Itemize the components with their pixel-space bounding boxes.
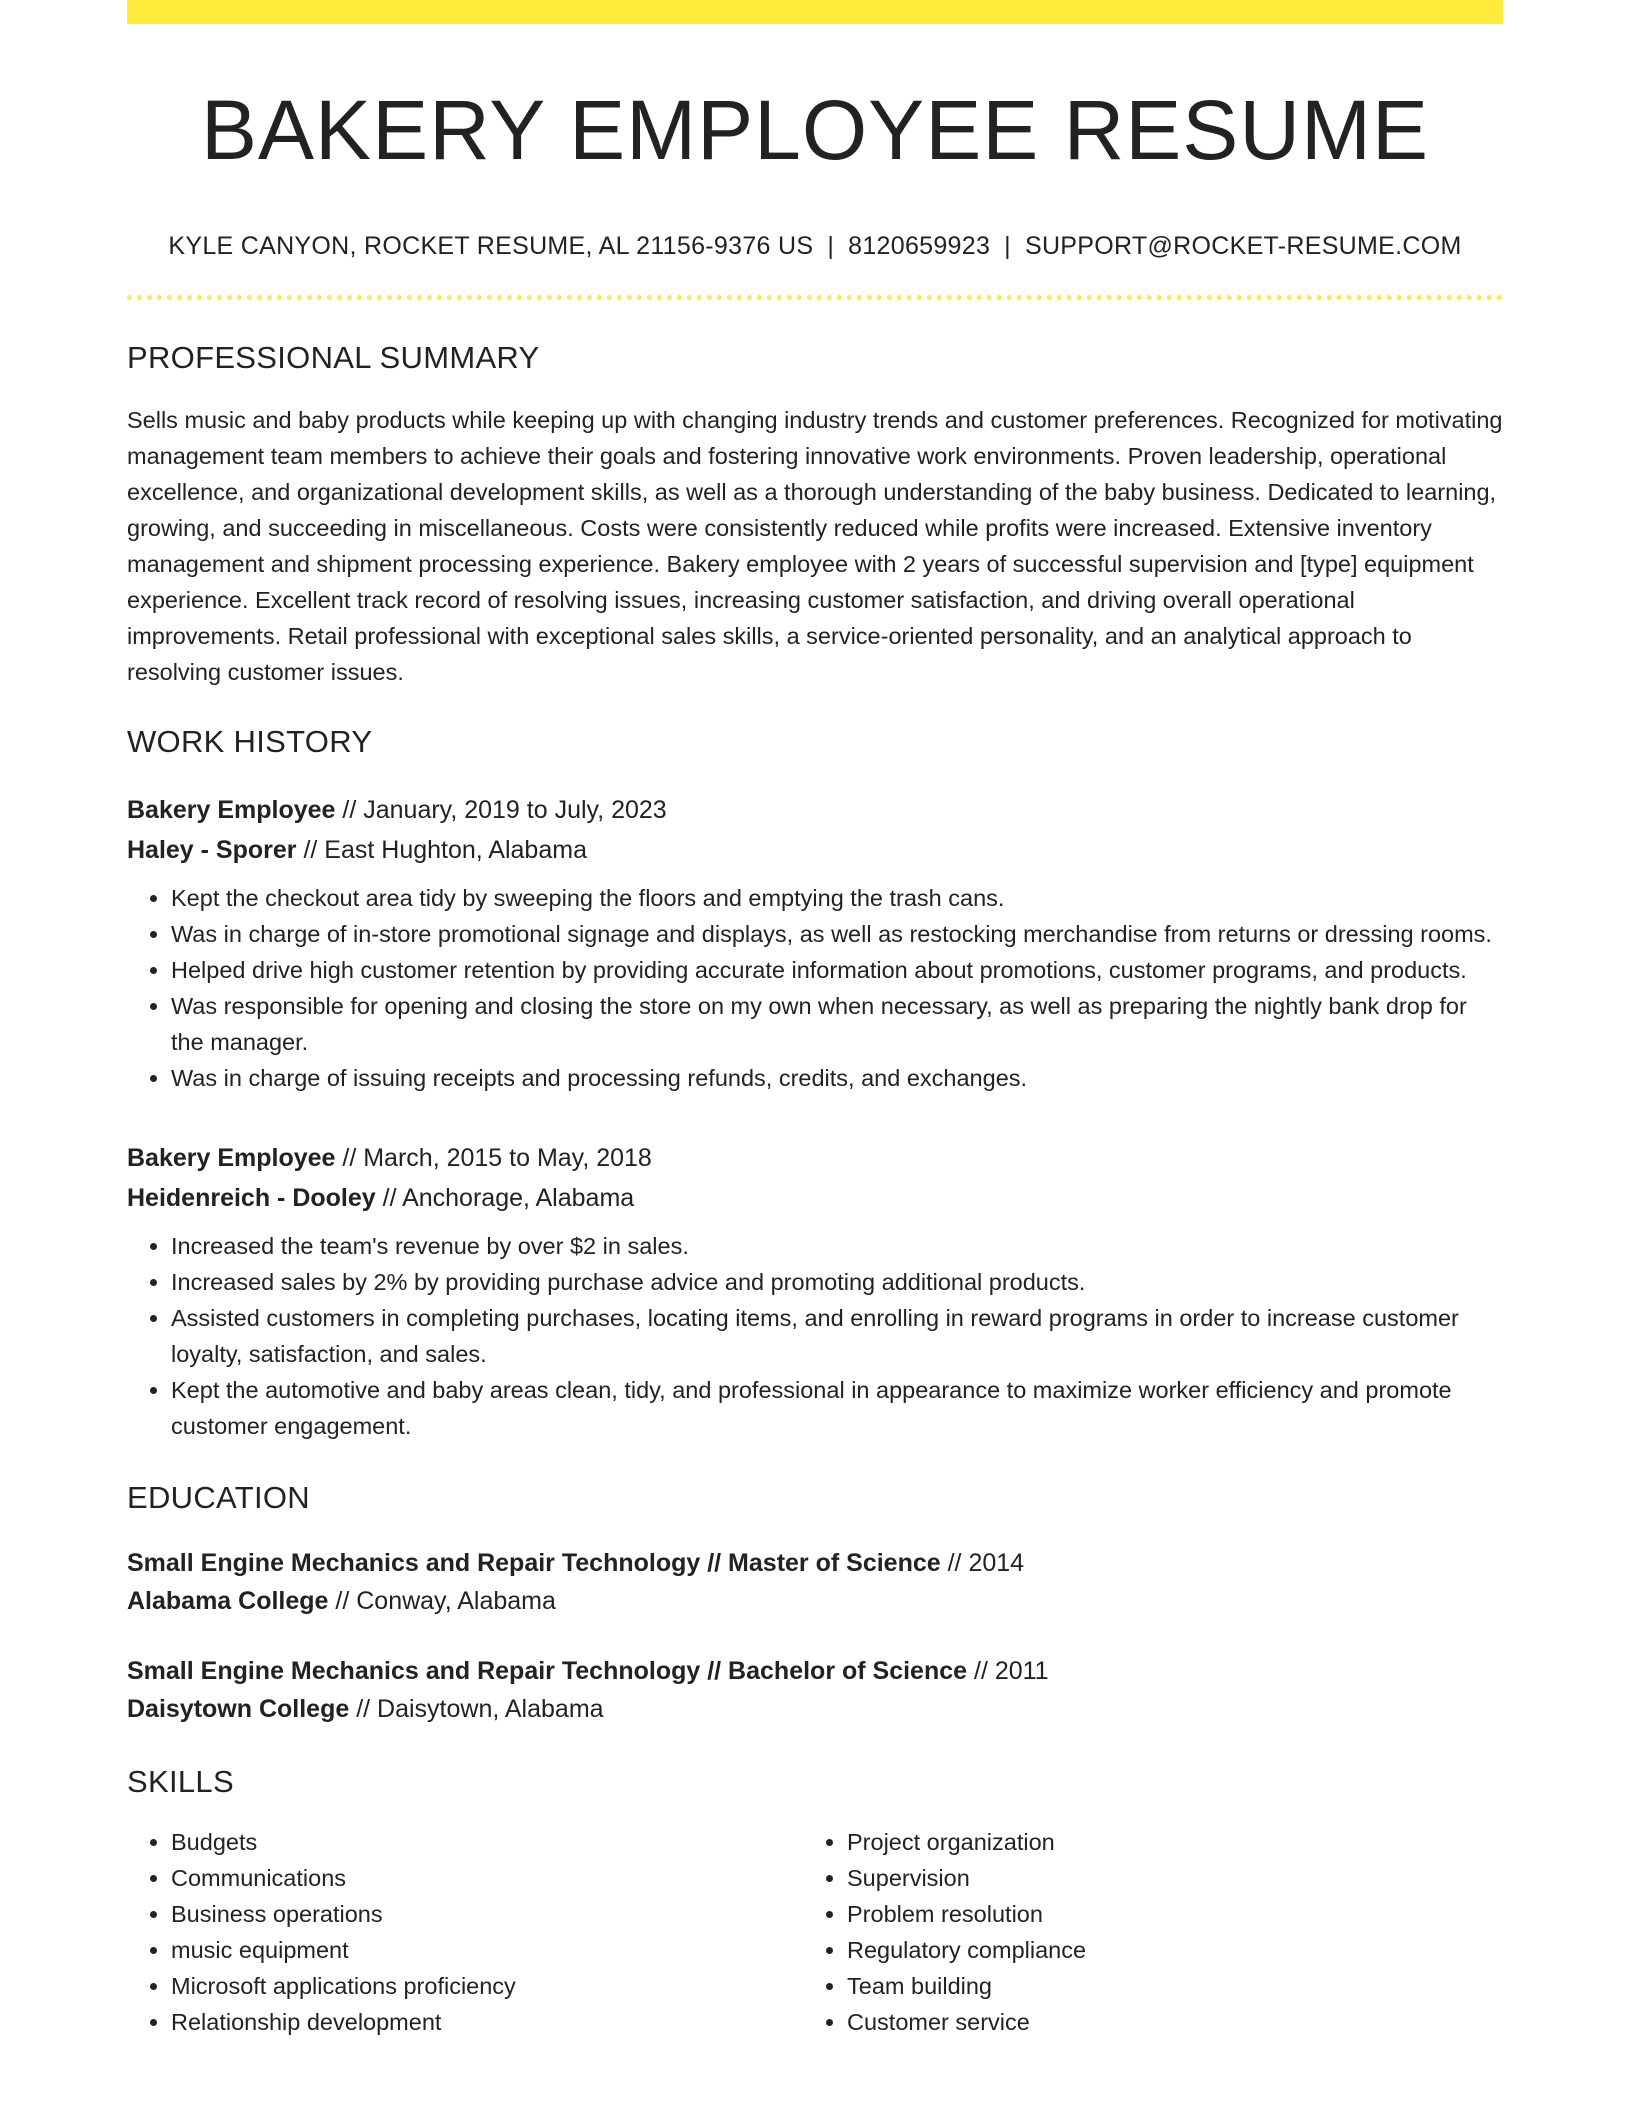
education-school-line xyxy=(127,1690,1503,1728)
education-school-line xyxy=(127,1582,1503,1620)
skill-item: • Relationship development xyxy=(171,2004,803,2040)
skills-list-right xyxy=(803,1824,1479,2040)
job-location: // East Hughton, Alabama xyxy=(296,836,587,865)
skill-item: • Project organization xyxy=(847,1824,1479,1860)
resume-page xyxy=(127,0,1503,2040)
contact-line xyxy=(127,232,1503,261)
education-entry xyxy=(127,1544,1503,1620)
skills-list-left xyxy=(127,1824,803,2040)
job-title: Bakery Employee xyxy=(127,796,336,825)
education-year: // 2011 xyxy=(967,1657,1049,1686)
skill-item: • Problem resolution xyxy=(847,1896,1479,1932)
skill-item: • music equipment xyxy=(171,1932,803,1968)
job-company-line xyxy=(127,830,1503,870)
education-degree: Small Engine Mechanics and Repair Technology // Master of Science xyxy=(127,1549,941,1578)
education-school: Daisytown College xyxy=(127,1695,350,1724)
job-dates: // March, 2015 to May, 2018 xyxy=(335,1144,652,1173)
job-bullets xyxy=(127,1228,1503,1444)
job-location: // Anchorage, Alabama xyxy=(375,1184,635,1213)
job-bullet: • Was in charge of issuing receipts and processing refunds, credits, and exchanges. xyxy=(171,1060,1503,1096)
skill-item: • Budgets xyxy=(171,1824,803,1860)
skill-item: • Microsoft applications proficiency xyxy=(171,1968,803,2004)
job-entry xyxy=(127,1138,1503,1444)
job-company: Haley - Sporer xyxy=(127,836,297,865)
resume-title: BAKERY EMPLOYEE RESUME xyxy=(201,83,1429,177)
education-degree: Small Engine Mechanics and Repair Technology // Bachelor of Science xyxy=(127,1657,968,1686)
education-year: // 2014 xyxy=(940,1549,1025,1578)
job-bullet: • Kept the checkout area tidy by sweeping the floors and emptying the trash cans. xyxy=(171,880,1503,916)
job-bullet: • Was responsible for opening and closing the store on my own when necessary, as well as preparing the nightly bank drop for the manager. xyxy=(171,988,1503,1060)
contact-phone: 8120659923 xyxy=(848,232,991,261)
education-location: // Daisytown, Alabama xyxy=(349,1695,604,1724)
education-location: // Conway, Alabama xyxy=(328,1587,556,1616)
skill-item: • Communications xyxy=(171,1860,803,1896)
skill-item: • Customer service xyxy=(847,2004,1479,2040)
accent-top-bar xyxy=(127,0,1503,24)
education-degree-line xyxy=(127,1652,1503,1690)
skill-item: • Business operations xyxy=(171,1896,803,1932)
job-entry xyxy=(127,790,1503,1096)
work-history-heading: WORK HISTORY xyxy=(127,724,373,760)
job-dates: // January, 2019 to July, 2023 xyxy=(335,796,667,825)
education-school: Alabama College xyxy=(127,1587,329,1616)
job-bullet: • Increased sales by 2% by providing purchase advice and promoting additional products. xyxy=(171,1264,1503,1300)
job-bullet: • Helped drive high customer retention by providing accurate information about promotions, customer programs, and products. xyxy=(171,952,1503,988)
job-company-line xyxy=(127,1178,1503,1218)
job-title-line xyxy=(127,790,1503,830)
summary-text: Sells music and baby products while keeping up with changing industry trends and customer preferences. Recognized for motivating management team members to achieve their goals and fostering innovative work environments. Proven leadership, operational excellence, and organizational development skills, as well as a thorough understanding of the baby business. Dedicated to learning, growing, and succeeding in miscellaneous. Costs were consistently reduced while profits were increased. Extensive inventory management and shipment processing experience. Bakery employee with 2 years of successful supervision and [type] equipment experience. Excellent track record of resolving issues, increasing customer satisfaction, and driving overall operational improvements. Retail professional with exceptional sales skills, a service-oriented personality, and an analytical approach to resolving customer issues. xyxy=(127,407,1503,686)
education-degree-line xyxy=(127,1544,1503,1582)
contact-separator: | xyxy=(827,232,835,261)
dotted-divider xyxy=(127,295,1503,300)
contact-email: SUPPORT@ROCKET-RESUME.COM xyxy=(1024,232,1462,261)
job-bullet: • Increased the team's revenue by over $2 in sales. xyxy=(171,1228,1503,1264)
job-bullet: • Was in charge of in-store promotional signage and displays, as well as restocking merchandise from returns or dressing rooms. xyxy=(171,916,1503,952)
summary-heading: PROFESSIONAL SUMMARY xyxy=(127,340,540,376)
skills-columns xyxy=(127,1824,1503,2040)
skill-item: • Regulatory compliance xyxy=(847,1932,1479,1968)
job-title: Bakery Employee xyxy=(127,1144,336,1173)
job-title-line xyxy=(127,1138,1503,1178)
job-bullets xyxy=(127,880,1503,1096)
education-heading: EDUCATION xyxy=(127,1480,310,1516)
education-entry xyxy=(127,1652,1503,1728)
contact-separator: | xyxy=(1004,232,1011,261)
skills-heading: SKILLS xyxy=(127,1764,234,1800)
job-bullet: • Kept the automotive and baby areas clean, tidy, and professional in appearance to maximize worker efficiency and promote customer engagement. xyxy=(171,1372,1503,1444)
job-company: Heidenreich - Dooley xyxy=(127,1184,376,1213)
skill-item: • Supervision xyxy=(847,1860,1479,1896)
skill-item: • Team building xyxy=(847,1968,1479,2004)
job-bullet: • Assisted customers in completing purchases, locating items, and enrolling in reward programs in order to increase customer loyalty, satisfaction, and sales. xyxy=(171,1300,1503,1372)
contact-address: KYLE CANYON, ROCKET RESUME, AL 21156-9376 US xyxy=(168,232,814,261)
